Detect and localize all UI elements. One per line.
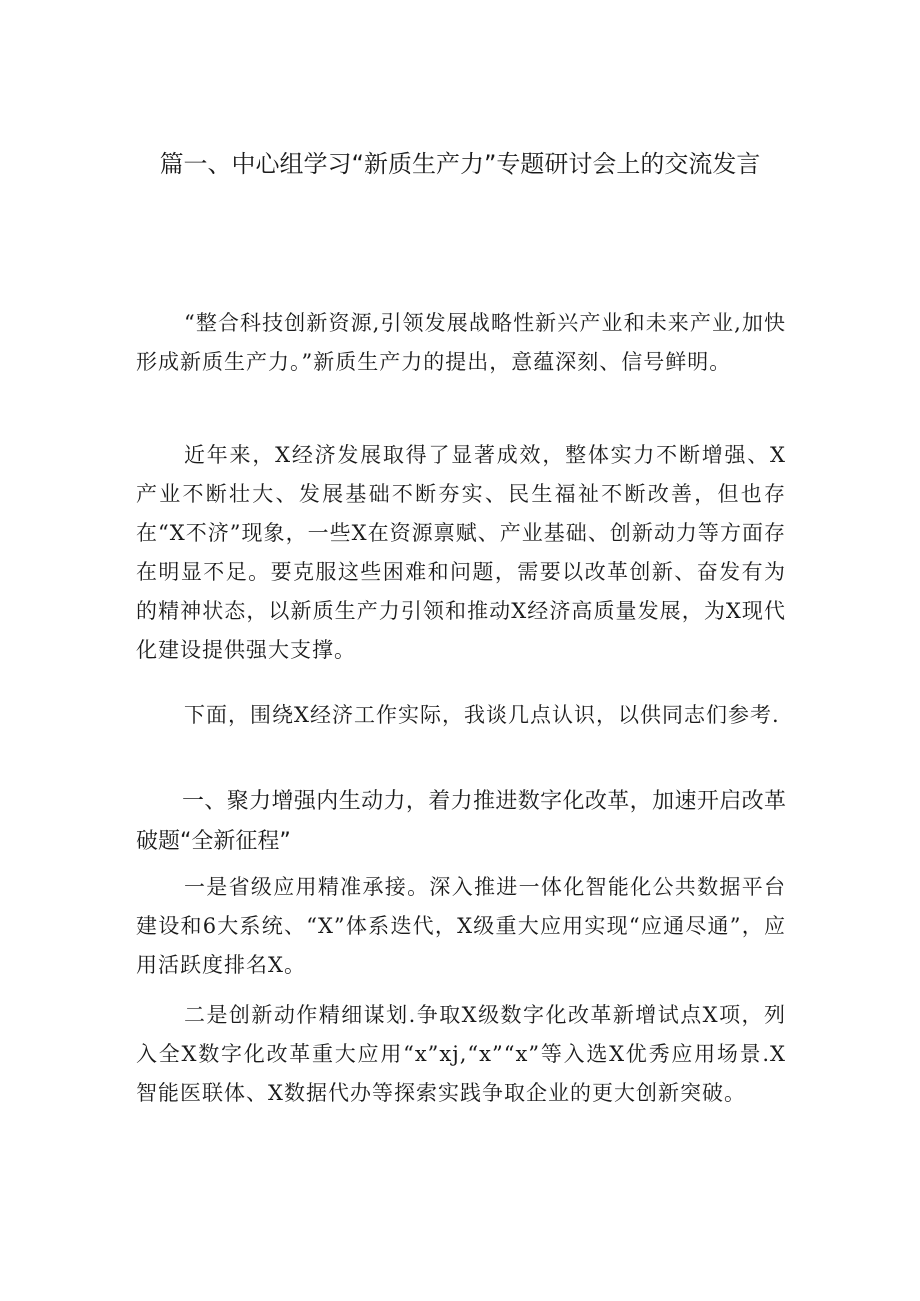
paragraph-transition: 下面，围绕X经济工作实际，我谈几点认识，以供同志们参考. xyxy=(184,703,780,727)
paragraph-background: 近年来，X经济发展取得了显著成效，整体实力不断增强、X产业不断壮大、发展基础不断夯实、民生福祉不断改善，但也存在“X不济”现象，一些X在资源禀赋、产业基础、创新动力等方面存在明显不足。要克服这些困难和问题，需要以改革创新、奋发有为的精神状态，以新质生产力引领和推动X经济高质量发展，为X现代化建设提供强大支撑。 xyxy=(136,443,786,662)
paragraph-point-2: 二是创新动作精细谋划.争取X级数字化改革新增试点X项，列入全X数字化改革重大应用“x”xj,“x”“x”等入选X优秀应用场景.X智能医联体、X数据代办等探索实践争取企业的更大创新突破。 xyxy=(136,1003,786,1105)
document-title: 篇一、中心组学习“新质生产力”专题研讨会上的交流发言 xyxy=(159,150,761,178)
section-heading-1: 一、聚力增强内生动力，着力推进数字化改革，加速开启改革破题“全新征程” xyxy=(136,789,786,854)
paragraph-point-1: 一是省级应用精准承接。深入推进一体化智能化公共数据平台建设和6大系统、“X”体系迭代，X级重大应用实现“应通尽通”，应用活跃度排名X。 xyxy=(136,875,786,977)
paragraph-intro-quote: “整合科技创新资源,引领发展战略性新兴产业和未来产业,加快形成新质生产力。”新质生产力的提出，意蕴深刻、信号鲜明。 xyxy=(136,311,786,374)
